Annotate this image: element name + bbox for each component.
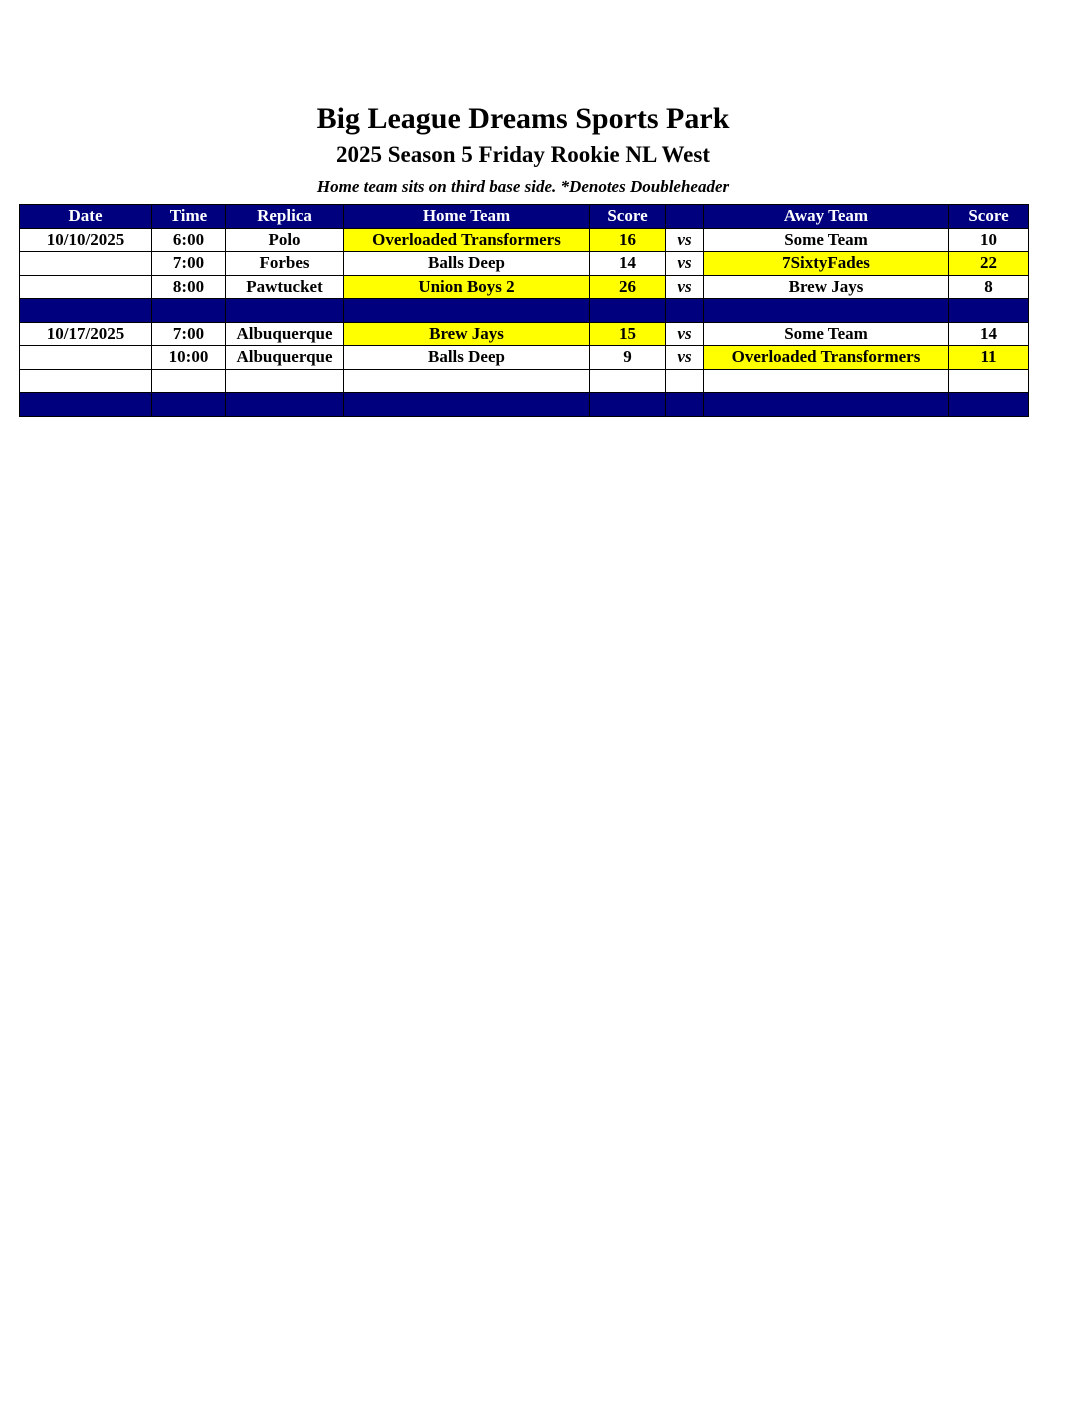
vs-cell: vs bbox=[666, 252, 704, 276]
home-score-cell: 9 bbox=[590, 346, 666, 370]
column-header-date: Date bbox=[20, 205, 152, 229]
replica-cell: Albuquerque bbox=[226, 322, 344, 346]
date-cell bbox=[20, 346, 152, 370]
away-score-cell: 22 bbox=[949, 252, 1029, 276]
column-header-vs bbox=[666, 205, 704, 229]
column-header-replica: Replica bbox=[226, 205, 344, 229]
away-team-cell: Some Team bbox=[704, 322, 949, 346]
away-team-cell: Brew Jays bbox=[704, 275, 949, 299]
time-cell: 8:00 bbox=[152, 275, 226, 299]
date-cell bbox=[20, 252, 152, 276]
home-team-cell: Balls Deep bbox=[344, 252, 590, 276]
replica-cell: Albuquerque bbox=[226, 346, 344, 370]
away-team-cell: Overloaded Transformers bbox=[704, 346, 949, 370]
vs-cell: vs bbox=[666, 228, 704, 252]
vs-cell: vs bbox=[666, 275, 704, 299]
table-row bbox=[20, 275, 1029, 299]
time-cell: 10:00 bbox=[152, 346, 226, 370]
home-score-cell: 26 bbox=[590, 275, 666, 299]
vs-cell: vs bbox=[666, 322, 704, 346]
table-header-row bbox=[20, 205, 1029, 229]
away-team-cell: 7SixtyFades bbox=[704, 252, 949, 276]
doubleheader-note: Home team sits on third base side. *Denotes Doubleheader bbox=[316, 177, 730, 196]
empty-row bbox=[20, 369, 1029, 393]
time-cell: 7:00 bbox=[152, 252, 226, 276]
time-cell: 6:00 bbox=[152, 228, 226, 252]
table-row bbox=[20, 346, 1029, 370]
table-row bbox=[20, 252, 1029, 276]
vs-cell: vs bbox=[666, 346, 704, 370]
time-cell: 7:00 bbox=[152, 322, 226, 346]
column-header-time: Time bbox=[152, 205, 226, 229]
table-row bbox=[20, 228, 1029, 252]
home-team-cell: Union Boys 2 bbox=[344, 275, 590, 299]
home-score-cell: 14 bbox=[590, 252, 666, 276]
replica-cell: Pawtucket bbox=[226, 275, 344, 299]
home-team-cell: Brew Jays bbox=[344, 322, 590, 346]
column-header-away-score: Score bbox=[949, 205, 1029, 229]
column-header-away-team: Away Team bbox=[704, 205, 949, 229]
column-header-home-score: Score bbox=[590, 205, 666, 229]
home-team-cell: Balls Deep bbox=[344, 346, 590, 370]
away-score-cell: 8 bbox=[949, 275, 1029, 299]
schedule-table bbox=[19, 204, 1029, 417]
replica-cell: Forbes bbox=[226, 252, 344, 276]
home-score-cell: 15 bbox=[590, 322, 666, 346]
home-score-cell: 16 bbox=[590, 228, 666, 252]
week-separator-row bbox=[20, 299, 1029, 323]
home-team-cell: Overloaded Transformers bbox=[344, 228, 590, 252]
column-header-home-team: Home Team bbox=[344, 205, 590, 229]
away-score-cell: 14 bbox=[949, 322, 1029, 346]
replica-cell: Polo bbox=[226, 228, 344, 252]
date-cell bbox=[20, 275, 152, 299]
page-subtitle: 2025 Season 5 Friday Rookie NL West bbox=[336, 142, 710, 167]
away-team-cell: Some Team bbox=[704, 228, 949, 252]
away-score-cell: 11 bbox=[949, 346, 1029, 370]
date-cell: 10/17/2025 bbox=[20, 322, 152, 346]
away-score-cell: 10 bbox=[949, 228, 1029, 252]
table-row bbox=[20, 322, 1029, 346]
week-separator-row bbox=[20, 393, 1029, 417]
date-cell: 10/10/2025 bbox=[20, 228, 152, 252]
page-title: Big League Dreams Sports Park bbox=[316, 102, 730, 135]
